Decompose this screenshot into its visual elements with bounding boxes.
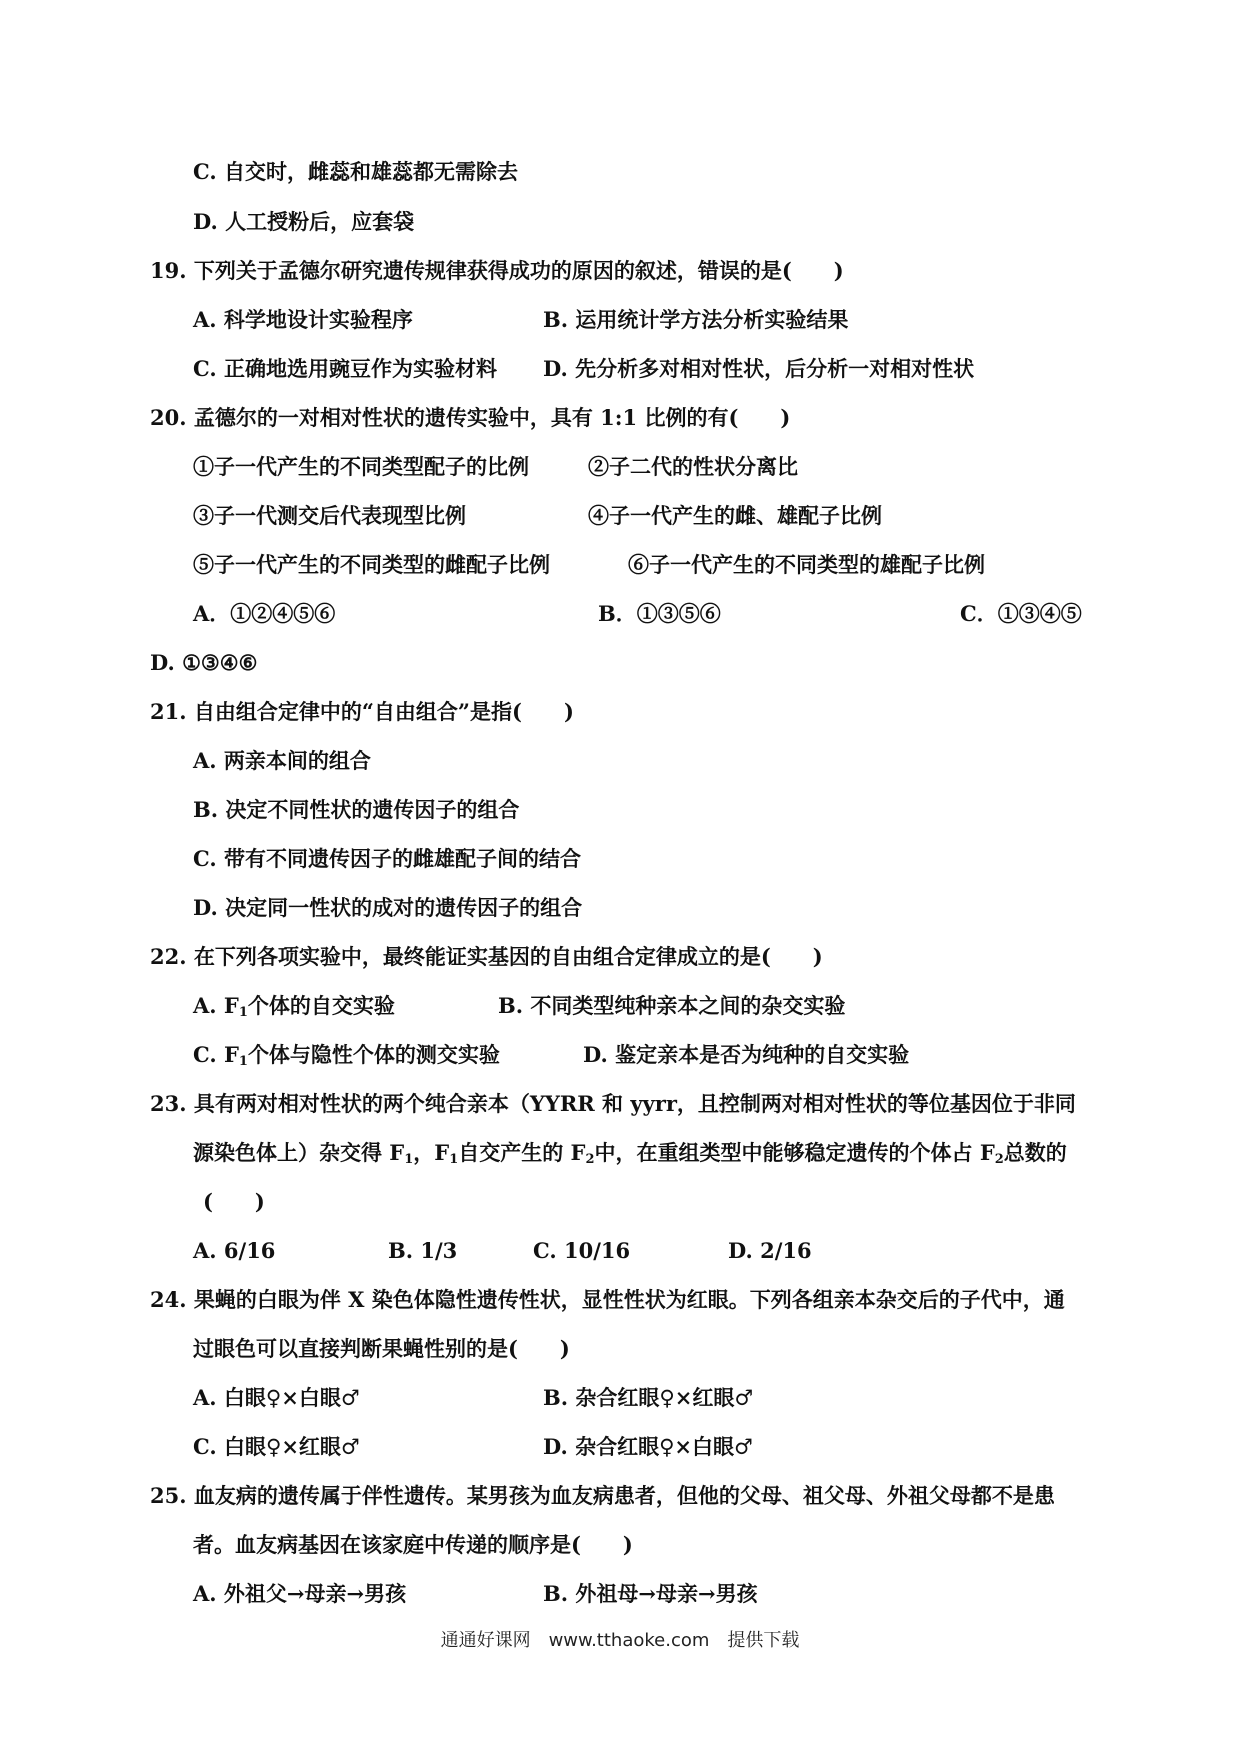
q19-option-c: C. 正确地选用豌豆作为实验材料 <box>193 356 497 381</box>
q20-option-c: C．①③④⑤ <box>960 601 1082 626</box>
q22-stem: 22. 在下列各项实验中，最终能证实基因的自由组合定律成立的是( ) <box>150 944 823 969</box>
q23-option-d: D. 2/16 <box>728 1238 812 1263</box>
q22-option-c: C. $F_1$个体与隐性个体的测交实验 <box>193 1042 500 1069</box>
q23-option-c: C. 10/16 <box>533 1238 631 1263</box>
q20-statement-3: ③子一代测交后代表现型比例 <box>193 503 466 528</box>
q20-stem: 20. 孟德尔的一对相对性状的遗传实验中，具有 1:1 比例的有( ) <box>150 405 791 430</box>
q20-statement-1: ①子一代产生的不同类型配子的比例 <box>193 454 529 479</box>
q22-option-a: A. $F_1$个体的自交实验 <box>193 993 395 1020</box>
q23-answer-bracket: ( ) <box>203 1189 265 1214</box>
q21-option-d: D. 决定同一性状的成对的遗传因子的组合 <box>193 895 583 920</box>
q19-option-a: A. 科学地设计实验程序 <box>193 307 413 332</box>
q24-stem-line2: 过眼色可以直接判断果蝇性别的是( ) <box>193 1336 570 1361</box>
q24-option-d: D. 杂合红眼♀×白眼♂ <box>543 1434 753 1459</box>
q20-statement-2: ②子二代的性状分离比 <box>588 454 798 479</box>
q19-stem: 19. 下列关于孟德尔研究遗传规律获得成功的原因的叙述，错误的是( ) <box>150 258 844 283</box>
q21-option-b: B. 决定不同性状的遗传因子的组合 <box>193 797 520 822</box>
q25-option-a: A. 外祖父→母亲→男孩 <box>193 1581 407 1606</box>
q23-option-b: B. 1/3 <box>388 1238 458 1263</box>
q22-option-b: B. 不同类型纯种亲本之间的杂交实验 <box>498 993 846 1018</box>
q20-option-a: A．①②④⑤⑥ <box>193 601 336 626</box>
q21-option-a: A. 两亲本间的组合 <box>193 748 371 773</box>
q19-option-b: B. 运用统计学方法分析实验结果 <box>543 307 849 332</box>
q25-option-b: B. 外祖母→母亲→男孩 <box>543 1581 758 1606</box>
q24-stem-line1: 24. 果蝇的白眼为伴 X 染色体隐性遗传性状，显性性状为红眼。下列各组亲本杂交后的子代中，通 <box>150 1287 1065 1312</box>
page-footer: 通通好课网 www.tthaoke.com 提供下载 <box>440 1630 800 1651</box>
q19-option-d: D. 先分析多对相对性状，后分析一对相对性状 <box>543 356 975 381</box>
q20-statement-5: ⑤子一代产生的不同类型的雌配子比例 <box>193 552 550 577</box>
q21-stem: 21. 自由组合定律中的“自由组合”是指( ) <box>150 699 574 724</box>
q25-stem-line1: 25. 血友病的遗传属于伴性遗传。某男孩为血友病患者，但他的父母、祖父母、外祖父母都不是患 <box>150 1483 1055 1508</box>
q25-stem-line2: 者。血友病基因在该家庭中传递的顺序是( ) <box>193 1532 633 1557</box>
q24-option-b: B. 杂合红眼♀×红眼♂ <box>543 1385 754 1410</box>
q23-stem-line2: 源染色体上）杂交得 $F_1$，$F_1$自交产生的 $F_2$中，在重组类型中能够稳定遗传的个体占 $F_2$总数的 <box>193 1140 1067 1167</box>
q20-option-d: D. ①③④⑥ <box>150 650 258 675</box>
q23-stem-line1: 23. 具有两对相对性状的两个纯合亲本（YYRR 和 yyrr，且控制两对相对性状的等位基因位于非同 <box>150 1091 1076 1116</box>
q24-option-a: A. 白眼♀×白眼♂ <box>193 1385 360 1410</box>
q20-statement-4: ④子一代产生的雌、雄配子比例 <box>588 503 882 528</box>
q24-option-c: C. 白眼♀×红眼♂ <box>193 1434 360 1459</box>
q21-option-c: C. 带有不同遗传因子的雌雄配子间的结合 <box>193 846 581 871</box>
q18-option-c: C. 自交时，雌蕊和雄蕊都无需除去 <box>193 159 518 184</box>
q18-option-d: D. 人工授粉后，应套袋 <box>193 209 415 234</box>
q22-option-d: D. 鉴定亲本是否为纯种的自交实验 <box>583 1042 910 1067</box>
q20-statement-6: ⑥子一代产生的不同类型的雄配子比例 <box>628 552 985 577</box>
q23-option-a: A. 6/16 <box>193 1238 276 1263</box>
q20-option-b: B．①③⑤⑥ <box>598 601 721 626</box>
